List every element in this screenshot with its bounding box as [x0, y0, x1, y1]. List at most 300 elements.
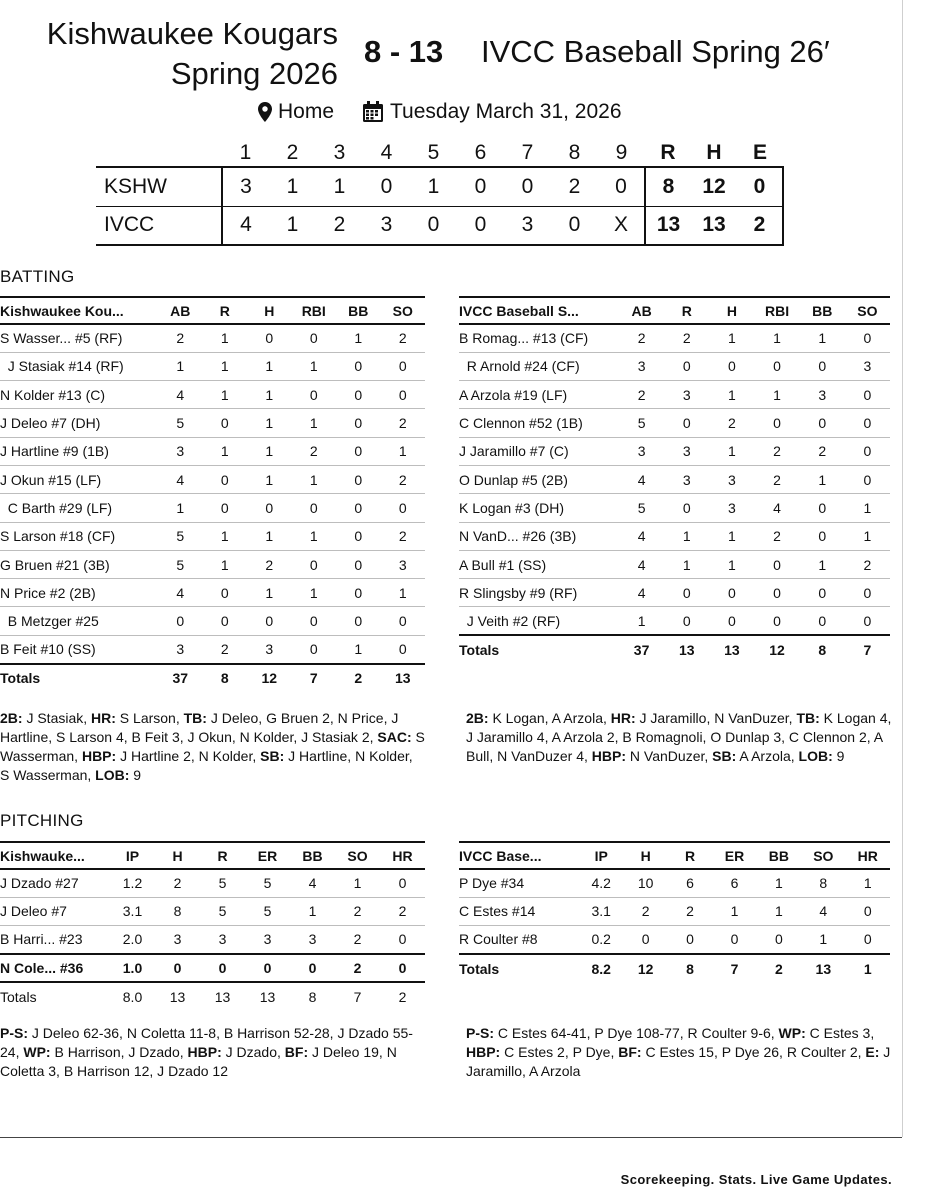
- table-row: [459, 869, 890, 897]
- table-row: [0, 635, 425, 663]
- map-pin-icon: [258, 102, 272, 122]
- note-label: P-S:: [466, 1025, 494, 1041]
- stat-column-header: BB: [800, 297, 845, 324]
- player-name: A Bull #1 (SS): [459, 550, 619, 578]
- kishwaukee-batting-table: [0, 296, 425, 692]
- stat-column-header: SO: [381, 297, 426, 324]
- stat-value: 2: [381, 465, 426, 493]
- stat-value: 1: [709, 381, 754, 409]
- table-row: [459, 926, 890, 954]
- stat-value: 1: [709, 324, 754, 352]
- note-text: J Jaramillo, A Arzola: [466, 1044, 891, 1079]
- note-label: 2B:: [0, 710, 23, 726]
- note-text: K Logan 4, J Jaramillo 4, A Arzola 2, B Romagnoli, O Dunlap 3, C Clennon 2, A Bull, N VanDuzer 4,: [466, 710, 892, 764]
- note-text: J Deleo 19, N Coletta 3, B Harrison 12, J Dzado 12: [0, 1044, 397, 1079]
- stat-value: 2: [158, 324, 203, 352]
- inning-score: X: [598, 206, 645, 245]
- stat-value: 2: [381, 324, 426, 352]
- stat-value: 0: [292, 550, 337, 578]
- stat-value: 2: [247, 550, 292, 578]
- totals-value: 12: [623, 954, 667, 982]
- errors-header: E: [752, 141, 767, 164]
- note-text: J Jaramillo, N VanDuzer,: [635, 710, 797, 726]
- stat-column-header: RBI: [292, 297, 337, 324]
- stat-value: 0: [381, 635, 426, 663]
- inning-header: 4: [380, 141, 393, 164]
- stat-value: 0: [336, 494, 381, 522]
- inning-score: 0: [410, 206, 457, 245]
- stat-value: 1: [381, 579, 426, 607]
- stat-value: 1: [800, 324, 845, 352]
- note-label: HR:: [610, 710, 636, 726]
- note-text: J Hartline, N Kolder, S Wasserman,: [0, 748, 413, 783]
- totals-row: [0, 982, 425, 1010]
- stat-value: 0: [800, 494, 845, 522]
- stat-value: 1: [754, 324, 799, 352]
- stat-value: 1: [247, 579, 292, 607]
- player-name: C Clennon #52 (1B): [459, 409, 619, 437]
- note-text: J Deleo 62-36, N Coletta 11-8, B Harrison 52-28, J Dzado 55-24,: [0, 1025, 413, 1060]
- stat-value: 1: [800, 465, 845, 493]
- stat-value: 4: [290, 869, 335, 897]
- stat-value: 0: [380, 869, 425, 897]
- player-name: J Veith #2 (RF): [459, 607, 619, 635]
- stat-value: 0: [709, 607, 754, 635]
- player-name: J Stasiak #14 (RF): [0, 352, 158, 380]
- inning-score: 3: [504, 206, 551, 245]
- table-row: [0, 607, 425, 635]
- stat-value: 2: [335, 926, 380, 954]
- stat-value: 6: [668, 869, 712, 897]
- note-text: 9: [129, 767, 142, 783]
- stat-value: 1: [846, 869, 890, 897]
- stat-column-header: IP: [110, 842, 155, 869]
- stat-value: 2: [800, 437, 845, 465]
- stat-value: 2: [335, 954, 380, 982]
- linescore-row-kshw: [96, 167, 783, 206]
- total-hits: 12: [691, 167, 737, 206]
- stat-value: 5: [619, 494, 664, 522]
- stat-value: 0: [381, 494, 426, 522]
- stat-value: 0: [292, 494, 337, 522]
- totals-value: 13: [381, 664, 426, 692]
- stat-column-header: ER: [712, 842, 756, 869]
- table-row: [459, 381, 890, 409]
- total-errors: 2: [737, 206, 783, 245]
- note-label: 2B:: [466, 710, 489, 726]
- note-text: C Estes 64-41, P Dye 108-77, R Coulter 9-6,: [494, 1025, 779, 1041]
- player-name: S Wasser... #5 (RF): [0, 324, 158, 352]
- table-header-row: [459, 842, 890, 869]
- totals-label: Totals: [459, 635, 619, 663]
- stat-column-header: BB: [336, 297, 381, 324]
- note-text: J Stasiak,: [22, 710, 92, 726]
- stat-value: 0: [845, 381, 890, 409]
- stat-value: 0: [800, 579, 845, 607]
- stat-value: 1: [757, 897, 801, 925]
- note-label: HR:: [91, 710, 116, 726]
- table-row: [459, 579, 890, 607]
- note-label: SAC:: [377, 729, 412, 745]
- stat-value: 0: [203, 579, 248, 607]
- inning-score: 1: [269, 167, 316, 206]
- stat-value: 0: [247, 324, 292, 352]
- inning-score: 3: [222, 167, 269, 206]
- inning-header: 9: [615, 141, 628, 164]
- stat-value: 0: [846, 926, 890, 954]
- stat-value: 5: [245, 897, 290, 925]
- stat-value: 3: [619, 437, 664, 465]
- stat-value: 5: [245, 869, 290, 897]
- totals-value: 8: [308, 988, 317, 1005]
- batting-section-title: BATTING: [0, 267, 75, 286]
- stat-value: 0: [712, 926, 756, 954]
- inning-header: 1: [239, 141, 252, 164]
- table-row: [0, 926, 425, 954]
- stat-column-header: H: [709, 297, 754, 324]
- stat-value: 1: [158, 494, 203, 522]
- stat-value: 0: [292, 381, 337, 409]
- note-label: WP:: [23, 1044, 51, 1060]
- stat-value: 1: [203, 550, 248, 578]
- stat-value: 0: [623, 926, 667, 954]
- player-name: N Cole... #36: [0, 954, 110, 982]
- stat-value: 1: [158, 352, 203, 380]
- total-runs: 13: [645, 206, 691, 245]
- stat-value: 3: [664, 465, 709, 493]
- stat-value: 1: [292, 579, 337, 607]
- stat-value: 0: [247, 494, 292, 522]
- table-row: [459, 550, 890, 578]
- stat-value: 0: [845, 465, 890, 493]
- stat-value: 2: [292, 437, 337, 465]
- home-team-name: [0, 14, 338, 94]
- note-text: J Hartline 2, N Kolder,: [116, 748, 261, 764]
- stat-column-header: IP: [579, 842, 623, 869]
- stat-value: 2: [380, 897, 425, 925]
- totals-row: [459, 635, 890, 663]
- stat-value: 1: [203, 352, 248, 380]
- stat-column-header: BB: [290, 842, 335, 869]
- stat-value: 3: [709, 465, 754, 493]
- stat-value: 1: [336, 324, 381, 352]
- stat-value: 3: [155, 926, 200, 954]
- inning-score: 2: [551, 167, 598, 206]
- stat-value: 3: [381, 550, 426, 578]
- stat-value: 2: [623, 897, 667, 925]
- stat-value: 0: [664, 352, 709, 380]
- inning-score: 1: [410, 167, 457, 206]
- totals-label: Totals: [0, 988, 37, 1005]
- footer-tagline: Scorekeeping. Stats. Live Game Updates.: [620, 1172, 892, 1187]
- totals-row: [459, 954, 890, 982]
- stat-value: 1.0: [110, 954, 155, 982]
- inning-header: 3: [333, 141, 346, 164]
- stat-value: 3.1: [579, 897, 623, 925]
- stat-value: 1: [292, 522, 337, 550]
- stat-value: 0: [668, 926, 712, 954]
- stat-value: 1: [336, 635, 381, 663]
- stat-value: 0: [380, 954, 425, 982]
- stat-value: 10: [623, 869, 667, 897]
- stat-value: 0: [381, 607, 426, 635]
- inning-score: 0: [551, 206, 598, 245]
- totals-value: 7: [292, 664, 337, 692]
- location-label: Home: [278, 100, 335, 123]
- stat-value: 1: [247, 437, 292, 465]
- kishwaukee-pitching-table: [0, 841, 425, 1010]
- stat-value: 1: [709, 550, 754, 578]
- stat-value: 1: [247, 465, 292, 493]
- table-row: [459, 897, 890, 925]
- note-label: LOB:: [798, 748, 833, 764]
- player-name: J Deleo #7 (DH): [0, 409, 158, 437]
- player-name: R Arnold #24 (CF): [459, 352, 619, 380]
- stat-column-header: SO: [335, 842, 380, 869]
- inning-score: 0: [598, 167, 645, 206]
- table-row: [459, 324, 890, 352]
- stat-value: 0: [336, 607, 381, 635]
- stat-value: 2: [155, 869, 200, 897]
- stat-value: 8: [155, 897, 200, 925]
- note-label: SB:: [712, 748, 737, 764]
- note-label: HBP:: [187, 1044, 222, 1060]
- ivcc-pitching-notes: [466, 1024, 896, 1081]
- stat-value: 1: [664, 522, 709, 550]
- stat-value: 5: [200, 869, 245, 897]
- stat-value: 0: [754, 579, 799, 607]
- inning-score: 0: [457, 206, 504, 245]
- stat-value: 0: [709, 579, 754, 607]
- totals-label: Totals: [0, 664, 158, 692]
- stat-value: 2: [203, 635, 248, 663]
- total-hits: 13: [691, 206, 737, 245]
- note-text: 9: [832, 748, 845, 764]
- note-text: J Dzado,: [221, 1044, 285, 1060]
- linescore-row-ivcc: [96, 206, 783, 245]
- stat-value: 4: [619, 550, 664, 578]
- player-name: P Dye #34: [459, 869, 579, 897]
- totals-value: 8: [668, 954, 712, 982]
- stat-value: 0: [336, 409, 381, 437]
- totals-value: 2: [336, 664, 381, 692]
- stat-value: 0: [336, 550, 381, 578]
- totals-value: 37: [158, 664, 203, 692]
- player-name: O Dunlap #5 (2B): [459, 465, 619, 493]
- stat-value: 0: [203, 465, 248, 493]
- stat-value: 0: [845, 607, 890, 635]
- table-header-row: [0, 842, 425, 869]
- footer-divider: [0, 1137, 902, 1138]
- linescore-team: KSHW: [96, 167, 222, 206]
- stat-value: 5: [158, 522, 203, 550]
- player-name: J Deleo #7: [0, 897, 110, 925]
- player-name: A Arzola #19 (LF): [459, 381, 619, 409]
- player-name: C Barth #29 (LF): [0, 494, 158, 522]
- note-label: HBP:: [81, 748, 117, 764]
- player-name: R Coulter #8: [459, 926, 579, 954]
- stat-value: 4: [801, 897, 845, 925]
- table-row: [0, 522, 425, 550]
- stat-value: 0: [158, 607, 203, 635]
- page-edge-divider: [902, 0, 903, 1137]
- stat-value: 0: [709, 352, 754, 380]
- stat-value: 5: [619, 409, 664, 437]
- stat-value: 0: [800, 352, 845, 380]
- inning-score: 4: [222, 206, 269, 245]
- stat-value: 0: [200, 954, 245, 982]
- totals-value: 13: [709, 635, 754, 663]
- stat-value: 1: [247, 409, 292, 437]
- note-text: C Estes 2, P Dye,: [500, 1044, 619, 1060]
- stat-value: 2: [381, 409, 426, 437]
- stat-value: 0: [381, 381, 426, 409]
- table-row: [459, 409, 890, 437]
- totals-row: [0, 664, 425, 692]
- stat-column-header: SO: [845, 297, 890, 324]
- table-header-row: [0, 297, 425, 324]
- runs-header: R: [660, 141, 676, 164]
- totals-value: 13: [169, 988, 186, 1005]
- stat-value: 2: [754, 465, 799, 493]
- totals-value: 8.0: [122, 988, 143, 1005]
- stat-value: 2: [754, 522, 799, 550]
- player-name: B Metzger #25: [0, 607, 158, 635]
- linescore-header: [96, 140, 783, 167]
- stat-value: 1: [754, 381, 799, 409]
- ivcc-batting-table: [459, 296, 890, 664]
- stat-value: 2: [335, 897, 380, 925]
- ivcc-pitching-table: [459, 841, 890, 982]
- stat-value: 0: [664, 607, 709, 635]
- stat-value: 0: [336, 381, 381, 409]
- table-row: [0, 437, 425, 465]
- stat-value: 0: [845, 437, 890, 465]
- player-name: N VanD... #26 (3B): [459, 522, 619, 550]
- table-row: [0, 550, 425, 578]
- team-column-header: Kishwauke...: [0, 842, 110, 869]
- home-team-line1: Kishwaukee Kougars: [46, 16, 338, 51]
- note-label: HBP:: [466, 1044, 501, 1060]
- totals-value: 13: [214, 988, 231, 1005]
- stat-column-header: H: [155, 842, 200, 869]
- stat-value: 0: [336, 579, 381, 607]
- player-name: R Slingsby #9 (RF): [459, 579, 619, 607]
- stat-value: 1: [712, 897, 756, 925]
- player-name: J Dzado #27: [0, 869, 110, 897]
- game-date: [362, 100, 622, 124]
- stat-value: 5: [200, 897, 245, 925]
- stat-value: 3: [845, 352, 890, 380]
- inning-score: 3: [363, 206, 410, 245]
- stat-value: 0: [845, 324, 890, 352]
- stat-value: 0: [845, 409, 890, 437]
- table-row: [0, 465, 425, 493]
- stat-value: 0: [846, 897, 890, 925]
- stat-value: 1: [247, 352, 292, 380]
- stat-value: 0: [247, 607, 292, 635]
- note-label: P-S:: [0, 1025, 28, 1041]
- stat-value: 2: [619, 381, 664, 409]
- stat-value: 2.0: [110, 926, 155, 954]
- totals-label: Totals: [459, 954, 579, 982]
- stat-value: 0: [845, 579, 890, 607]
- table-row: [0, 324, 425, 352]
- player-name: B Harri... #23: [0, 926, 110, 954]
- note-label: TB:: [796, 710, 820, 726]
- stat-value: 3: [664, 437, 709, 465]
- stat-value: 6: [712, 869, 756, 897]
- totals-value: 8.2: [579, 954, 623, 982]
- stat-value: 0: [664, 579, 709, 607]
- player-name: B Feit #10 (SS): [0, 635, 158, 663]
- note-text: S Wasserman,: [0, 729, 425, 764]
- totals-value: 13: [259, 988, 276, 1005]
- totals-value: 13: [801, 954, 845, 982]
- stat-value: 3: [664, 381, 709, 409]
- note-text: C Estes 3,: [805, 1025, 875, 1041]
- stat-value: 0: [336, 522, 381, 550]
- table-row: [0, 579, 425, 607]
- note-label: E:: [865, 1044, 880, 1060]
- note-text: J Deleo, G Bruen 2, N Price, J Hartline, S Larson 4, B Feit 3, J Okun, N Kolder, J Stasiak 2,: [0, 710, 399, 745]
- table-row: [459, 494, 890, 522]
- player-name: G Bruen #21 (3B): [0, 550, 158, 578]
- date-label: Tuesday March 31, 2026: [390, 100, 622, 123]
- stat-value: 0: [800, 607, 845, 635]
- stat-value: 4: [754, 494, 799, 522]
- ivcc-batting-notes: [466, 709, 896, 766]
- stat-value: 3.1: [110, 897, 155, 925]
- totals-value: 37: [619, 635, 664, 663]
- stat-value: 4: [158, 465, 203, 493]
- kishwaukee-batting-notes: [0, 709, 425, 785]
- stat-value: 0: [336, 352, 381, 380]
- table-row: [0, 381, 425, 409]
- stat-value: 1: [292, 465, 337, 493]
- away-team-name: IVCC Baseball Spring 26′: [481, 34, 830, 69]
- location: [258, 100, 334, 124]
- table-row: [459, 437, 890, 465]
- stat-value: 4: [619, 465, 664, 493]
- inning-score: 1: [269, 206, 316, 245]
- stat-column-header: R: [200, 842, 245, 869]
- table-row: [459, 352, 890, 380]
- stat-value: 0: [292, 635, 337, 663]
- inning-header: 8: [568, 141, 581, 164]
- player-name: B Romag... #13 (CF): [459, 324, 619, 352]
- stat-value: 0: [754, 352, 799, 380]
- stat-value: 0: [203, 494, 248, 522]
- stat-column-header: HR: [380, 842, 425, 869]
- note-text: S Larson,: [115, 710, 184, 726]
- stat-value: 0.2: [579, 926, 623, 954]
- stat-value: 1: [381, 437, 426, 465]
- stat-column-header: H: [623, 842, 667, 869]
- player-name: N Price #2 (2B): [0, 579, 158, 607]
- table-row: [0, 897, 425, 925]
- stat-value: 0: [664, 409, 709, 437]
- stat-value: 1: [292, 409, 337, 437]
- home-team-line2: Spring 2026: [170, 56, 338, 91]
- kishwaukee-pitching-notes: [0, 1024, 430, 1081]
- note-label: BF:: [284, 1044, 309, 1060]
- note-text: A Arzola,: [736, 748, 799, 764]
- stat-value: 1: [709, 437, 754, 465]
- table-row: [459, 465, 890, 493]
- note-text: K Logan, A Arzola,: [488, 710, 611, 726]
- stat-column-header: R: [668, 842, 712, 869]
